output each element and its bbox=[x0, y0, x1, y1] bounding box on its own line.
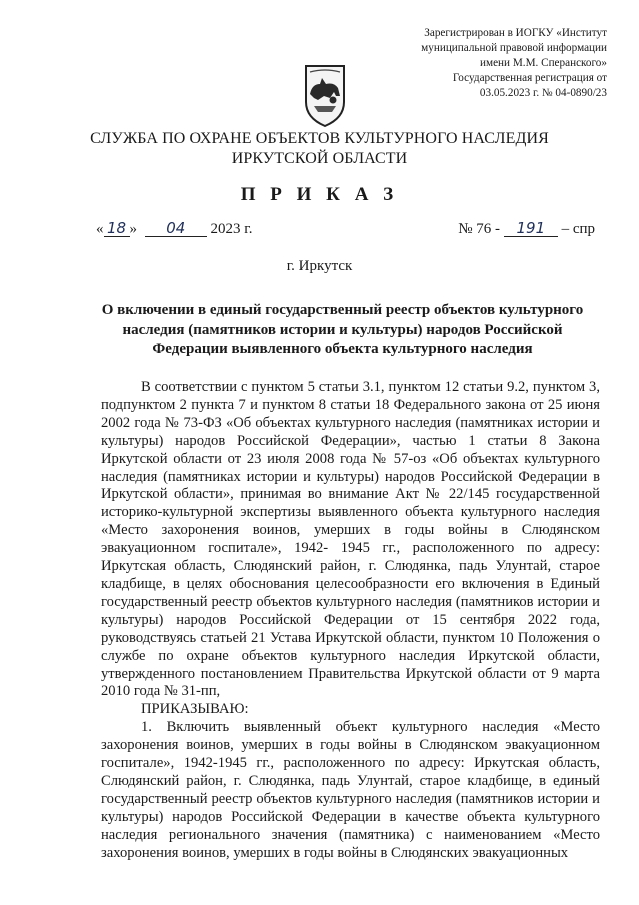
registration-line: Зарегистрирован в ИОГКУ «Институт bbox=[424, 27, 607, 39]
order-item-1: 1. Включить выявленный объект культурного наследия «Место захоронения воинов, умерших в годы войны в Слюдянском эвакуационном госпитале», 1942-1945 гг., расположенного по адресу: Иркутская область, Слюдянский район, г. Слюдянка, падь Улунтай, старое кладбище, в единый государственный реестр объектов культурного наследия (памятников истории и культуры) народов Российской Федерации в качестве объекта культурного наследия регионального значения (памятника) с наименованием «Место захоронения воинов, умерших в годы войны в Слюдянских эвакуационных bbox=[101, 719, 600, 861]
registration-line: Государственная регистрация от bbox=[452, 72, 607, 84]
irkutsk-coat-of-arms-icon bbox=[300, 60, 350, 130]
order-body bbox=[101, 379, 600, 862]
order-number-suffix: – спр bbox=[561, 221, 595, 237]
document-type: П Р И К А З bbox=[240, 184, 399, 205]
agency-name-line2: ИРКУТСКОЙ ОБЛАСТИ bbox=[231, 150, 408, 167]
order-heading: О включении в единый государственный реестр объектов культурного наследия (памятников истории и культуры) народов Российской Федерации выявленного объекта культурного наследия bbox=[101, 302, 584, 357]
city: г. Иркутск bbox=[286, 258, 353, 274]
date-month: 04 bbox=[145, 220, 207, 237]
registration-line: имени М.М. Сперанского» bbox=[480, 57, 607, 69]
preamble-paragraph: В соответствии с пунктом 5 статьи 3.1, пунктом 12 статьи 9.2, пунктом 3, подпунктом 2 пункта 7 и пунктом 8 статьи 18 Федерального закона от 25 июня 2002 года № 73-ФЗ «Об объектах культурного наследия (памятниках истории и культуры) народов Российской Федерации», частью 1 статьи 8 Закона Иркутской области от 23 июля 2008 года № 57-оз «Об объектах культурного наследия (памятниках истории и культуры) народов Российской Федерации в Иркутской области», принимая во внимание Акт № 22/145 государственной историко-культурной экспертизы выявленного объекта культурного наследия «Место захоронения воинов, умерших в годы войны в Слюдянском эвакуационном госпитале», 1942- 1945 гг., расположенного по адресу: Иркутская область, Слюдянский район, г. Слюдянка, падь Улунтай, старое кладбище, в целях обоснования целесообразности его включения в Единый государственный реестр объектов культурного наследия (памятников истории и культуры) народов Российской Федерации от 15 сентября 2022 года, руководствуясь статьей 21 Устава Иркутской области, пунктом 10 Положения о службе по охране объектов культурного наследия Иркутской области, утвержденного постановлением Правительства Иркутской области от 9 марта 2010 года № 31-пп, bbox=[101, 379, 600, 700]
order-number bbox=[458, 220, 595, 238]
date-close-quote: » bbox=[129, 221, 137, 237]
registration-line: муниципальной правовой информации bbox=[421, 42, 607, 54]
date-year: 2023 г. bbox=[210, 221, 253, 237]
order-date bbox=[96, 220, 252, 238]
date-open-quote: « bbox=[96, 221, 104, 237]
order-word: ПРИКАЗЫВАЮ: bbox=[141, 701, 249, 718]
agency-name bbox=[0, 129, 639, 169]
registration-stamp bbox=[387, 26, 607, 101]
order-number-prefix: № 76 - bbox=[458, 221, 501, 237]
registration-line: 03.05.2023 г. № 04-0890/23 bbox=[479, 87, 607, 99]
agency-name-line1: СЛУЖБА ПО ОХРАНЕ ОБЪЕКТОВ КУЛЬТУРНОГО НАСЛЕДИЯ bbox=[90, 130, 549, 147]
order-number-value: 191 bbox=[504, 220, 558, 237]
date-day: 18 bbox=[104, 220, 130, 237]
